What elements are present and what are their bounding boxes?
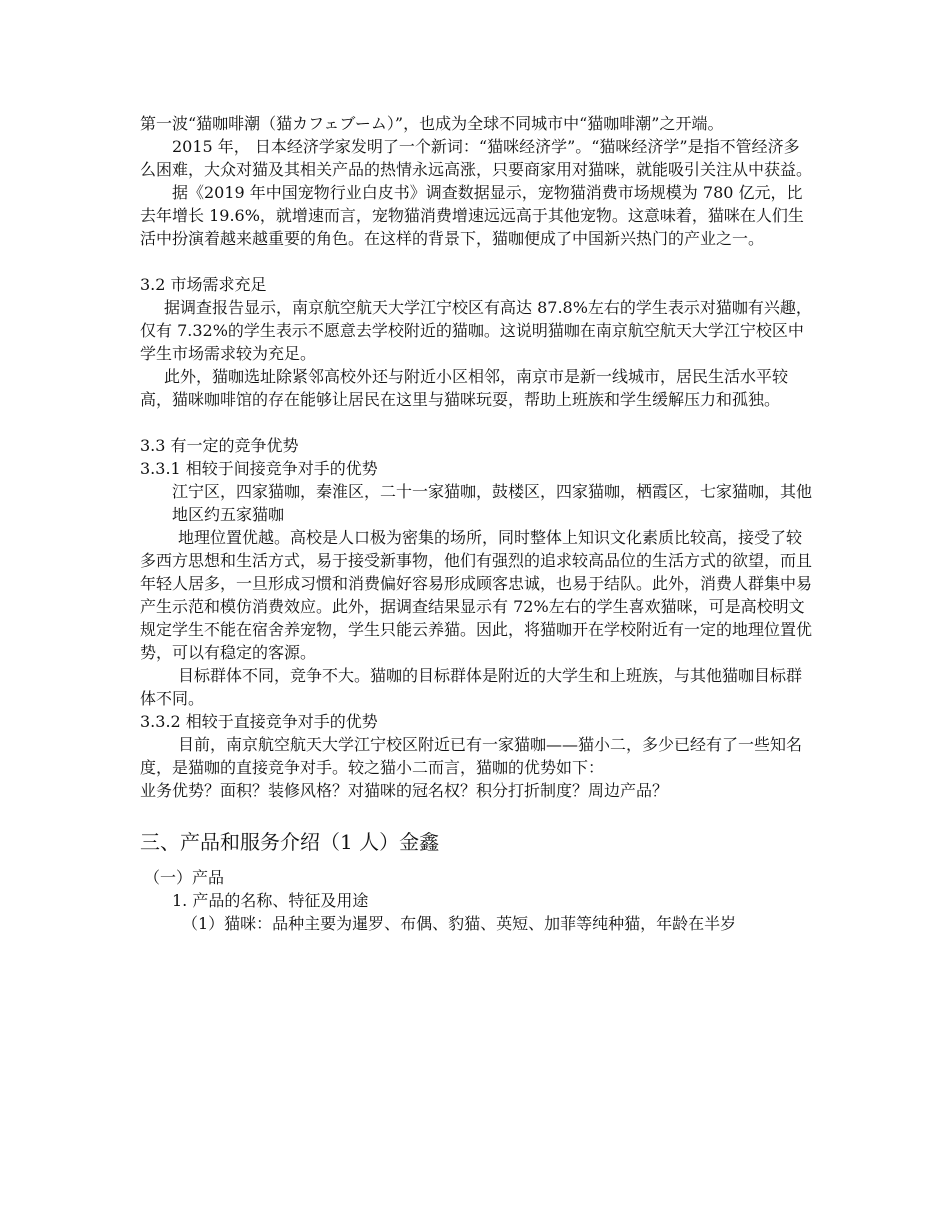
paragraph-cat-economics: 2015 年， 日本经济学家发明了一个新词：“猫咪经济学”。“猫咪经济学”是指不管经济多么困难，大众对猫及其相关产品的热情永远高涨，只要商家用对猫咪，就能吸引关注从中获益。 xyxy=(140,137,813,179)
heading-product-name-features: 1. 产品的名称、特征及用途 xyxy=(172,891,369,910)
paragraph-direct-competitor: 目前，南京航空航天大学江宁校区附近已有一家猫咖——猫小二，多少已经有了一些知名度，是猫咖的直接竞争对手。较之猫小二而言，猫咖的优势如下： xyxy=(140,735,803,777)
paragraph-location-advantage: 地理位置优越。高校是人口极为密集的场所，同时整体上知识文化素质比较高，接受了较多西方思想和生活方式，易于接受新事物，他们有强烈的追求较高品位的生活方式的欲望，而且年轻人居多，一旦形成习惯和消费偏好容易形成顾客忠诚，也易于结队。此外，消费人群集中易产生示范和模仿消费效应。此外，据调查结果显示有 72%左右的学生喜欢猫咪，可是高校明文规定学生不能在宿舍养宠物，学生只能云养猫。因此，将猫咖开在学校附近有一定的地理位置优势，可以有稳定的客源。 xyxy=(140,528,813,662)
heading-section-3-3-1: 3.3.1 相较于间接竞争对手的优势 xyxy=(140,459,378,478)
spacer xyxy=(140,250,812,273)
paragraph-location-residents: 此外，猫咖选址除紧邻高校外还与附近小区相邻，南京市是新一线城市，居民生活水平较高，猫咪咖啡馆的存在能够让居民在这里与猫咪玩耍，帮助上班族和学生缓解压力和孤独。 xyxy=(140,367,789,409)
heading-section-3-3-2: 3.3.2 相较于直接竞争对手的优势 xyxy=(140,712,378,731)
paragraph-advantage-questions: 业务优势？面积？装修风格？对猫咪的冠名权？积分打折制度？周边产品？ xyxy=(140,781,669,800)
heading-chapter-3: 三、产品和服务介绍（1 人）金鑫 xyxy=(140,830,440,854)
paragraph-cat-cafe-boom: 第一波“猫咖啡潮（猫カフェブーム）”，也成为全球不同城市中“猫咖啡潮”之开端。 xyxy=(140,114,724,133)
paragraph-pet-industry-whitepaper: 据《2019 年中国宠物行业白皮书》调查数据显示，宠物猫消费市场规模为 780 亿元，比去年增长 19.6%，就增速而言，宠物猫消费增速远远高于其他宠物。这意味着，猫咪在人们生活中扮演着越来越重要的角色。在这样的背景下，猫咖便成了中国新兴热门的产业之一。 xyxy=(140,183,804,248)
heading-section-3-3: 3.3 有一定的竞争优势 xyxy=(140,436,299,455)
paragraph-target-group: 目标群体不同，竞争不大。猫咖的目标群体是附近的大学生和上班族，与其他猫咖目标群体不同。 xyxy=(140,666,803,708)
heading-products: （一）产品 xyxy=(144,868,225,887)
spacer xyxy=(140,411,812,434)
document-page xyxy=(140,112,812,935)
paragraph-district-cafe-counts: 江宁区，四家猫咖，秦淮区，二十一家猫咖，鼓楼区，四家猫咖，栖霞区，七家猫咖，其他地区约五家猫咖 xyxy=(172,482,813,524)
heading-section-3-2: 3.2 市场需求充足 xyxy=(140,275,267,294)
paragraph-cats-breeds: （1）猫咪：品种主要为暹罗、布偶、豹猫、英短、加菲等纯种猫，年龄在半岁 xyxy=(182,914,737,933)
paragraph-survey-demand: 据调查报告显示，南京航空航天大学江宁校区有高达 87.8%左右的学生表示对猫咖有兴趣，仅有 7.32%的学生表示不愿意去学校附近的猫咖。这说明猫咖在南京航空航天大学江宁校区中学生市场需求较为充足。 xyxy=(140,298,812,363)
